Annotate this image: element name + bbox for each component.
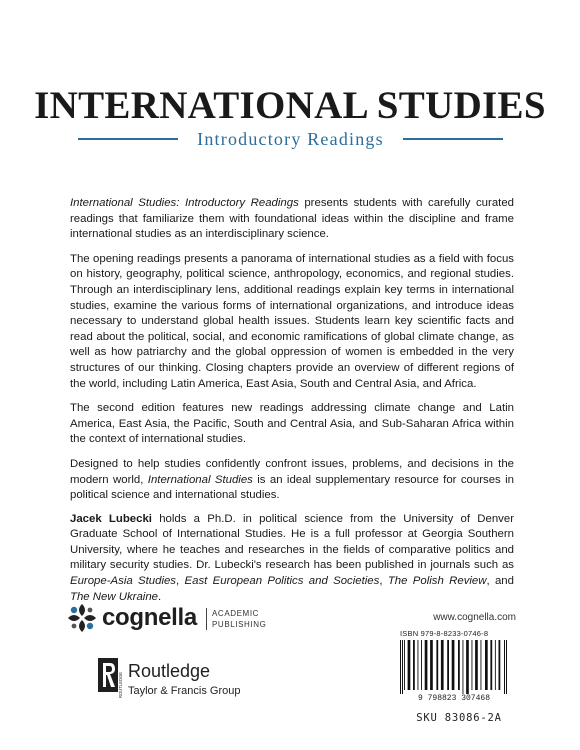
journal-new-ukraine: The New Ukraine <box>70 590 158 603</box>
book-title: INTERNATIONAL STUDIES <box>34 84 546 127</box>
barcode-bar <box>447 640 449 690</box>
publisher-website[interactable]: www.cognella.com <box>433 612 516 623</box>
journal-sep-1: , <box>176 575 185 588</box>
routledge-logo <box>98 658 298 702</box>
description-text-4a: Designed to help studies confidently confront issues, problems, and decisions in the modern world, <box>70 457 514 486</box>
barcode-panel <box>392 626 516 708</box>
cognella-logo <box>66 602 306 638</box>
cognella-wordmark: cognella <box>102 604 197 631</box>
barcode-bar <box>463 640 464 694</box>
description-paragraph-2: The opening readings presents a panorama of international studies as a field with focus on history, geography, political science, anthropology, economics, and regional studies. Through an interdisciplinary lens, additional readings explain key terms in international studies, examine the various forms of international organizations, and introduce ideas necessary to understand global health issues. Students learn key scientific facts and read about the political, social, and economic ramifications of global climate change, as well as how patriarchy and the global oppression of women is embedded in the very structures of our thinking. Closing chapters provide an overview of different regions of the world, including Latin America, East Asia, South and Central Asia, and Africa. <box>70 252 514 390</box>
description-paragraph-3: The second edition features new readings addressing climate change and Latin America, East Asia, the Pacific, South and Central Asia, and Sub-Saharan Africa within the context of international studies. <box>70 402 514 446</box>
cognella-tagline <box>212 608 266 630</box>
routledge-vertical-text: ROUTLEDGE <box>118 671 123 698</box>
routledge-wordmark: Routledge <box>128 661 211 681</box>
routledge-group: Taylor & Francis Group <box>128 685 241 697</box>
barcode-bar <box>466 640 469 694</box>
barcode-bar <box>425 640 428 690</box>
barcode-bar <box>441 640 444 690</box>
book-subtitle: Introductory Readings <box>197 129 384 149</box>
journal-sep-3: , and <box>486 575 514 588</box>
back-cover-copy <box>70 196 514 614</box>
barcode-bar <box>436 640 438 690</box>
barcode-bar <box>506 640 507 694</box>
barcode-bar <box>452 640 455 690</box>
barcode-bar <box>495 640 496 690</box>
barcode-bar <box>490 640 492 690</box>
author-bio <box>70 512 514 606</box>
journal-east-european: East European Politics and Societies <box>184 575 380 588</box>
journal-europe-asia: Europe-Asia Studies <box>70 575 177 588</box>
cognella-tag-line1: ACADEMIC <box>212 609 260 618</box>
isbn-label: ISBN 979-8-8233-0746-8 <box>400 629 489 638</box>
title-italic-short: International Studies <box>147 473 253 486</box>
barcode-bar <box>475 640 478 690</box>
description-paragraph-1 <box>70 196 514 243</box>
journal-polish-review: The Polish Review <box>387 575 487 588</box>
barcode-bar <box>404 640 405 690</box>
barcode-image <box>398 640 510 694</box>
barcode-bar <box>504 640 505 694</box>
description-text-1: presents students with carefully curated readings that familiarize them with foundational ideas within the discipline and frame international studies as an interdisciplinary science. <box>70 197 514 241</box>
bio-end: . <box>158 590 162 603</box>
subtitle-rule-right <box>403 138 503 140</box>
sku-label: SKU 83086-2A <box>416 712 502 724</box>
barcode-digits: 9 798823 307468 <box>417 694 490 703</box>
barcode-bar <box>418 640 419 690</box>
barcode-bar <box>485 640 488 690</box>
barcode-bar <box>408 640 411 690</box>
author-name: Jacek Lubecki <box>70 512 152 525</box>
barcode-bar <box>402 640 403 694</box>
description-paragraph-4 <box>70 457 514 504</box>
cognella-tag-line2: PUBLISHING <box>212 620 267 629</box>
routledge-r-icon <box>98 658 124 700</box>
cognella-mark-icon <box>66 602 98 634</box>
barcode-bar <box>458 640 460 690</box>
author-bio-text: holds a Ph.D. in political science from the University of Denver Graduate School of International Studies. He is a full professor at Georgia Southern University, where he teaches and researches in the fields of comparative politics and military security studies. Dr. Lubecki's research has been published in journals such as <box>70 512 514 572</box>
description-text-4b: is an ideal supplementary resource for courses in political science and international studies. <box>70 473 514 502</box>
barcode-bar <box>430 640 433 690</box>
book-title-italic: International Studies: Introductory Readings <box>70 197 299 209</box>
barcode-bar <box>413 640 415 690</box>
cognella-divider <box>206 608 207 630</box>
journal-sep-2: , <box>379 575 388 588</box>
barcode-bar <box>499 640 501 690</box>
barcode-bar <box>400 640 401 694</box>
barcode-bar <box>421 640 422 690</box>
barcode-bar <box>472 640 473 690</box>
barcode-bar <box>481 640 482 690</box>
subtitle-block <box>78 127 503 151</box>
